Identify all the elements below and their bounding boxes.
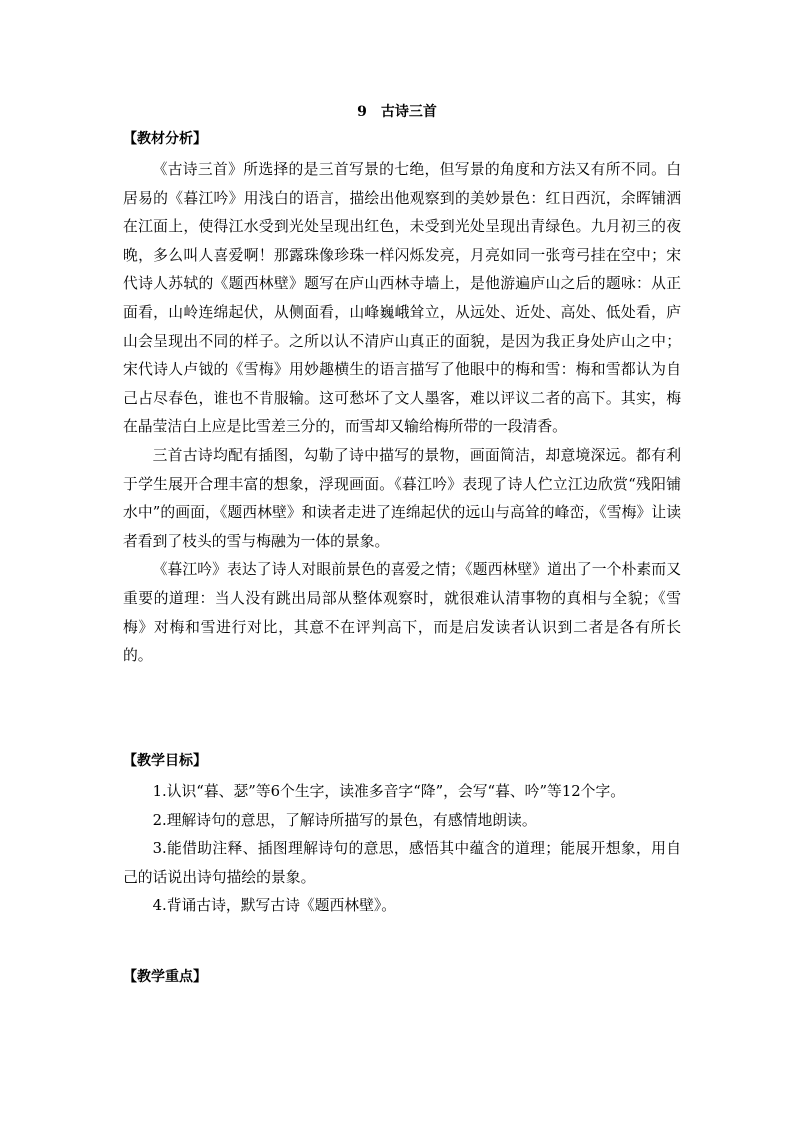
- section-heading-goals: 【教学目标】: [123, 753, 207, 769]
- section-heading-analysis: 【教材分析】: [123, 131, 207, 147]
- section-teaching-key-points: [123, 966, 681, 994]
- analysis-paragraph-2: 三首古诗均配有插图，勾勒了诗中描写的景物，画面简洁，却意境深远。都有利于学生展开合理丰富的想象，浮现画面。《暮江吟》表现了诗人伫立江边欣赏“残阳铺水中”的画面，《题西林壁》和读者走进了连绵起伏的远山与高耸的峰峦，《雪梅》让读者看到了枝头的雪与梅融为一体的景象。: [123, 446, 681, 550]
- section-heading-key-points: 【教学重点】: [123, 969, 207, 985]
- goal-item-1: 1.认识“暮、瑟”等6个生字，读准多音字“降”，会写“暮、吟”等12个字。: [152, 783, 626, 800]
- goal-item-4: 4.背诵古诗，默写古诗《题西林壁》。: [152, 897, 397, 915]
- goal-item-2: 2.理解诗句的意思，了解诗所描写的景色，有感情地朗读。: [152, 811, 537, 829]
- page-title: 9 古诗三首: [357, 104, 437, 120]
- analysis-paragraph-1: 《古诗三首》所选择的是三首写景的七绝，但写景的角度和方法又有所不同。白居易的《暮江吟》用浅白的语言，描绘出他观察到的美妙景色：红日西沉，余晖铺洒在江面上，使得江水受到光处呈现出红色，未受到光处呈现出青绿色。九月初三的夜晚，多么叫人喜爱啊！那露珠像珍珠一样闪烁发亮，月亮如同一张弯弓挂在空中；宋代诗人苏轼的《题西林壁》题写在庐山西林寺墙上，是他游遍庐山之后的题咏：从正面看，山岭连绵起伏，从侧面看，山峰巍峨耸立，从远处、近处、高处、低处看，庐山会呈现出不同的样子。之所以认不清庐山真正的面貌，是因为我正身处庐山之中；宋代诗人卢钺的《雪梅》用妙趣横生的语言描写了他眼中的梅和雪：梅和雪都认为自己占尽春色，谁也不肯服输。这可愁坏了文人墨客，难以评议二者的高下。其实，梅在晶莹洁白上应是比雪差三分的，而雪却又输给梅所带的一段清香。: [123, 161, 681, 436]
- section-textbook-analysis: [123, 128, 681, 671]
- analysis-paragraph-3: 《暮江吟》表达了诗人对眼前景色的喜爱之情；《题西林壁》道出了一个朴素而又重要的道理：当人没有跳出局部从整体观察时，就很难认清事物的真相与全貌；《雪梅》对梅和雪进行对比，其意不在评判高下，而是启发读者认识到二者是各有所长的。: [123, 561, 681, 665]
- goal-item-3: 3.能借助注释、插图理解诗句的意思，感悟其中蕴含的道理；能展开想象，用自己的话说出诗句描绘的景象。: [123, 840, 681, 886]
- section-teaching-goals: [123, 750, 681, 921]
